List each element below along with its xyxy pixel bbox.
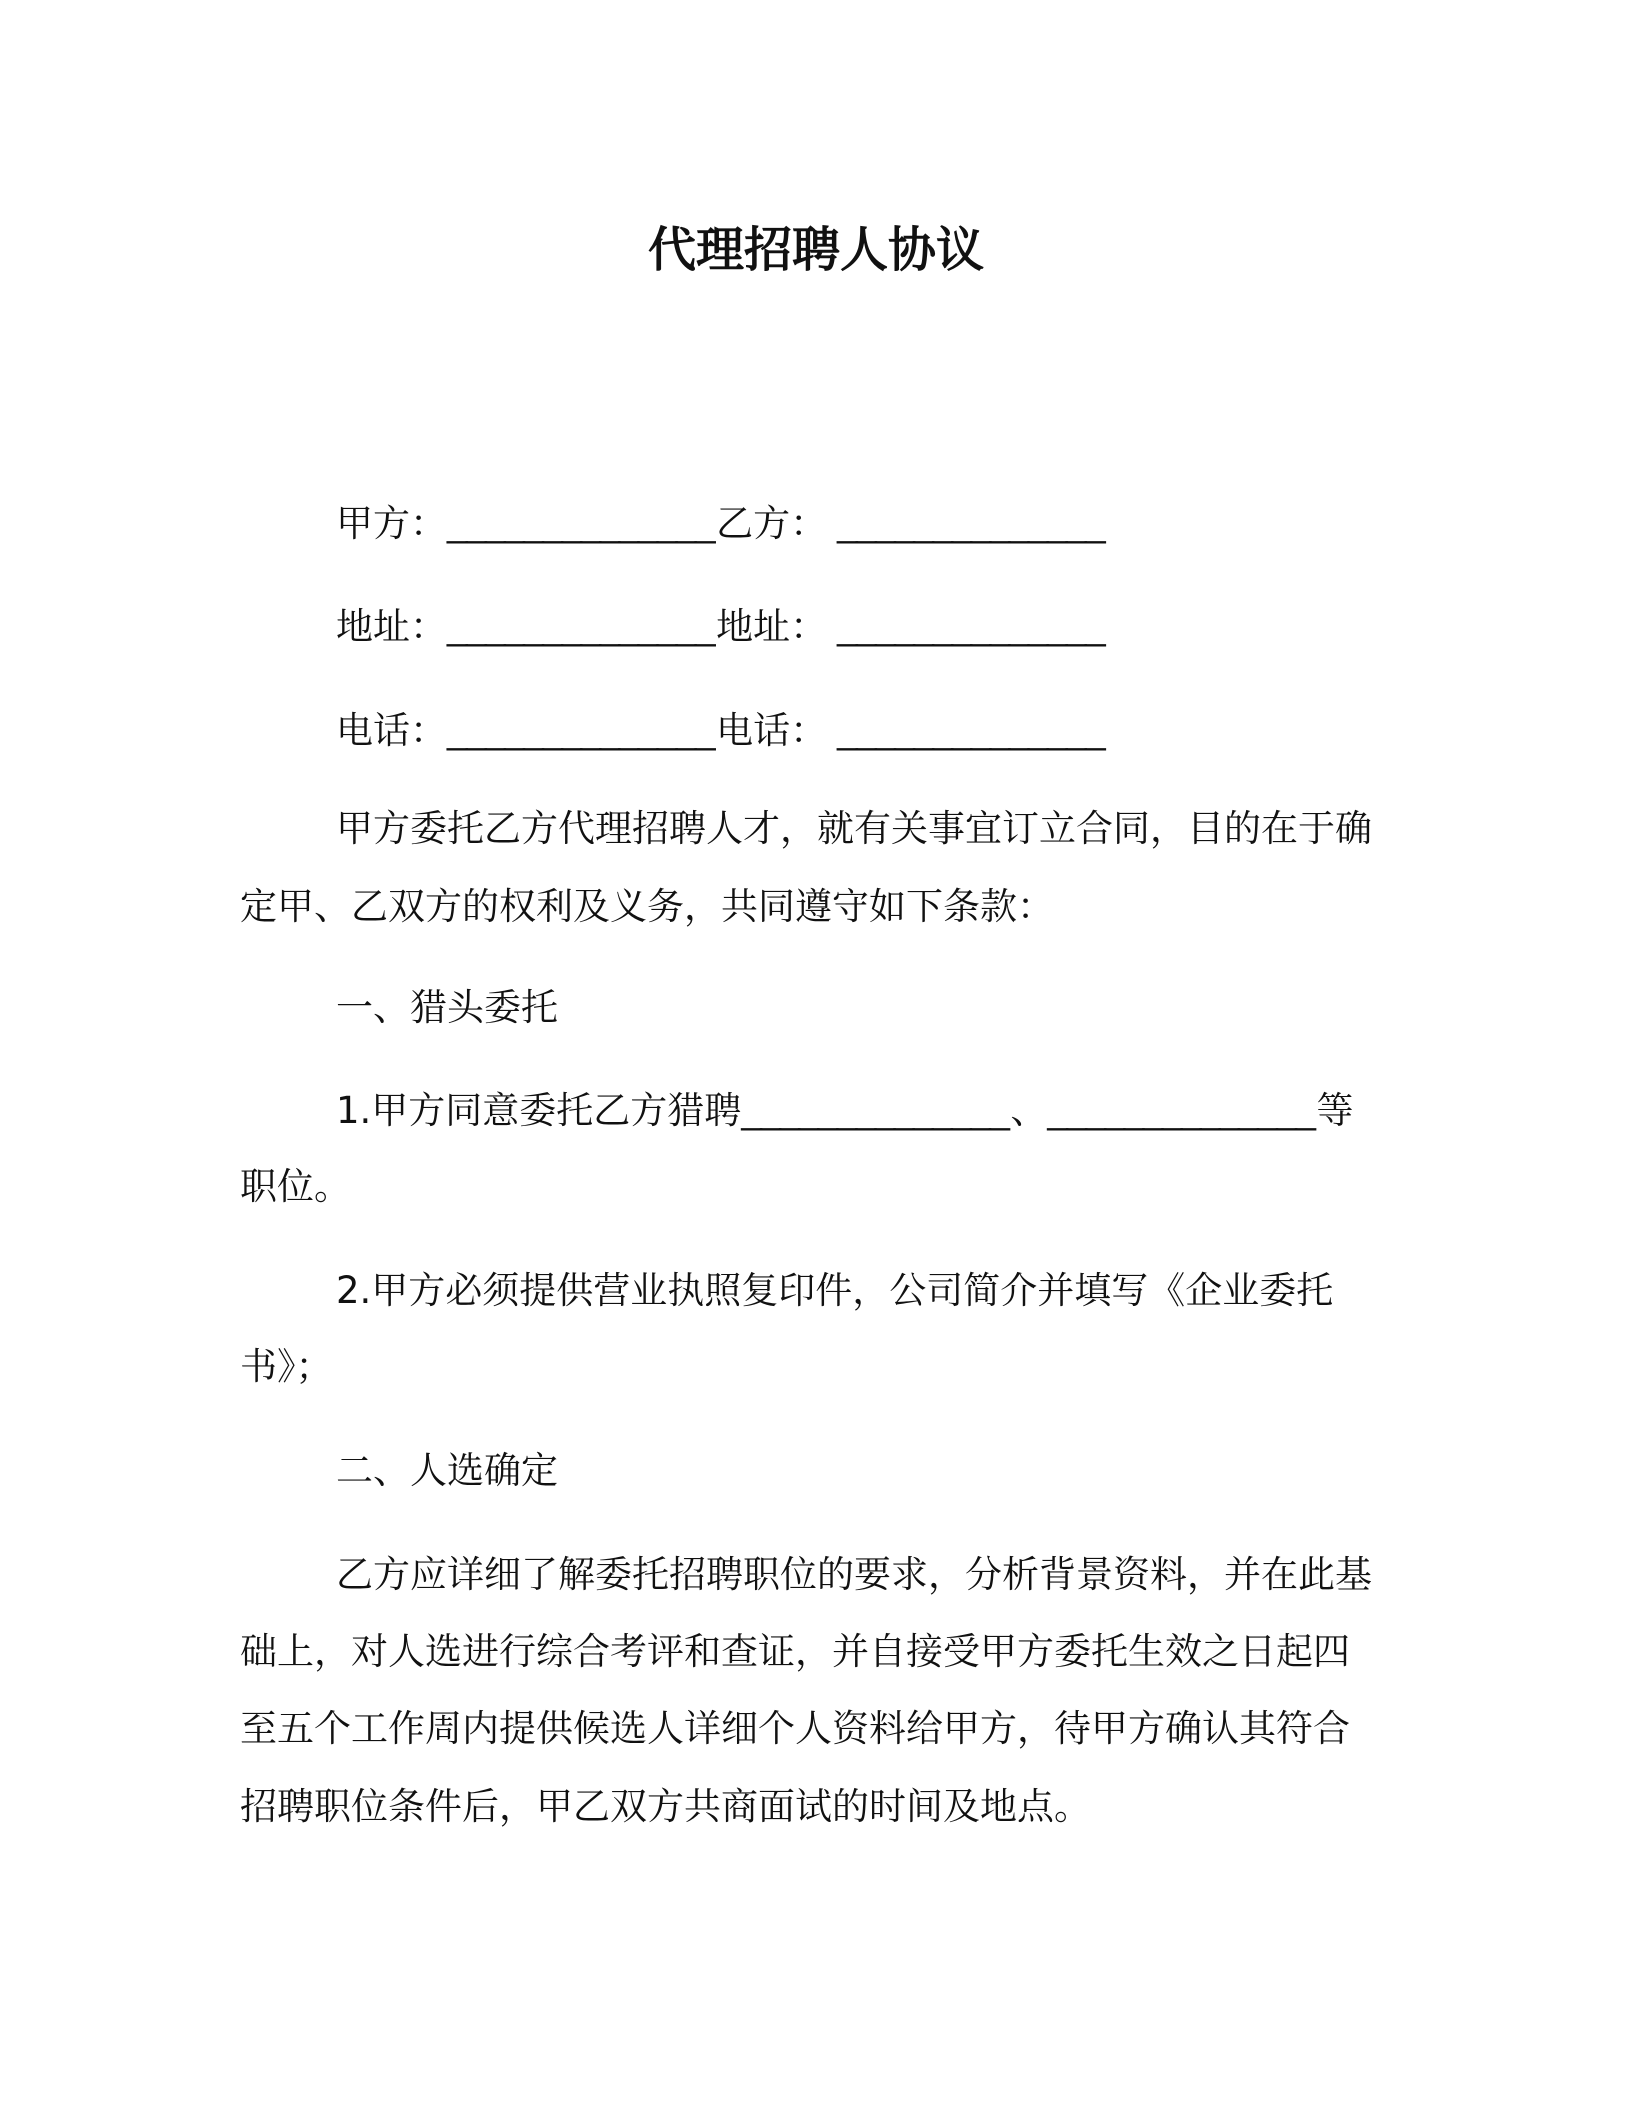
intro-line: 定甲、乙双方的权利及义务，共同遵守如下条款： — [240, 885, 1054, 928]
separator: 、 — [1010, 1089, 1048, 1132]
phone-b-label: 电话： — [716, 709, 828, 752]
party-a-label: 甲方： — [336, 502, 447, 545]
phone-a-label: 电话： — [336, 709, 447, 752]
party-row-address — [336, 602, 1106, 652]
party-b-label: 乙方： — [716, 502, 828, 545]
section-heading: 二、人选确定 — [336, 1449, 558, 1492]
clause-1-suffix: 等 — [1316, 1089, 1354, 1132]
body-line: 础上，对人选进行综合考评和查证，并自接受甲方委托生效之日起四 — [240, 1630, 1350, 1673]
clause-2: 2.甲方必须提供营业执照复印件，公司简介并填写《企业委托 — [336, 1269, 1334, 1312]
clause-1-line2: 职位。 — [240, 1165, 351, 1208]
phone-a-blank[interactable]: ______________ — [447, 710, 715, 751]
intro-line: 甲方委托乙方代理招聘人才，就有关事宜订立合同，目的在于确 — [336, 807, 1372, 850]
body-line: 至五个工作周内提供候选人详细个人资料给甲方，待甲方确认其符合 — [240, 1707, 1350, 1750]
position-blank-1[interactable]: ______________ — [741, 1090, 1009, 1131]
document-title: 代理招聘人协议 — [647, 222, 984, 278]
party-b-blank[interactable]: ______________ — [837, 503, 1105, 544]
address-b-label: 地址： — [716, 605, 828, 648]
position-blank-2[interactable]: ______________ — [1047, 1090, 1315, 1131]
clause-2-line2: 书》； — [240, 1345, 333, 1388]
address-b-blank[interactable]: ______________ — [837, 606, 1105, 647]
clause-1-text: 1.甲方同意委托乙方猎聘 — [336, 1089, 742, 1132]
section-heading: 一、猎头委托 — [336, 986, 558, 1029]
phone-b-blank[interactable]: ______________ — [837, 710, 1105, 751]
party-a-blank[interactable]: ______________ — [447, 503, 715, 544]
body-line: 乙方应详细了解委托招聘职位的要求，分析背景资料，并在此基 — [336, 1553, 1372, 1596]
address-a-label: 地址： — [336, 605, 447, 648]
party-row-name — [336, 499, 1106, 549]
address-a-blank[interactable]: ______________ — [447, 606, 715, 647]
body-line: 招聘职位条件后，甲乙双方共商面试的时间及地点。 — [240, 1785, 1091, 1828]
clause-1 — [336, 1086, 1354, 1136]
party-row-phone — [336, 706, 1106, 756]
